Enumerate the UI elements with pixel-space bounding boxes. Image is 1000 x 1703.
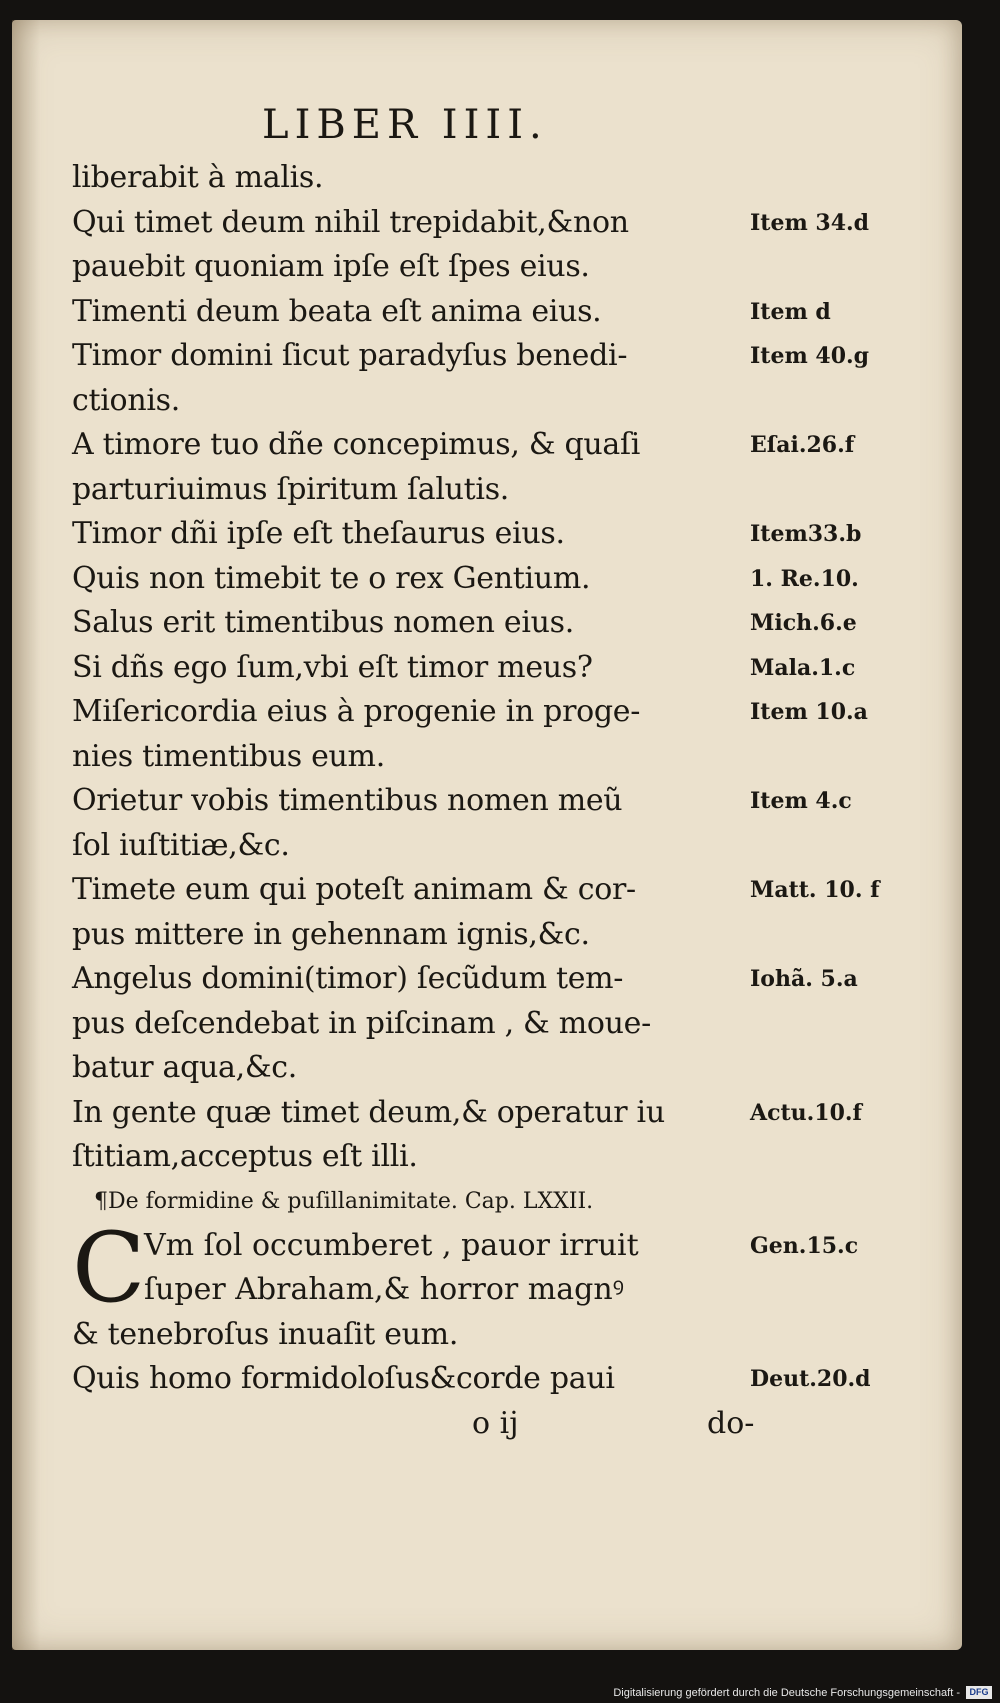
- line-text: & tenebroſus inuaſit eum.: [72, 1316, 459, 1352]
- drop-cap-initial: C: [72, 1211, 146, 1324]
- main-text-block: [72, 156, 952, 1446]
- text-line: [72, 290, 952, 335]
- line-text: batur aqua,&c.: [72, 1050, 298, 1085]
- line-text: Miſericordia eius à progenie in proge-: [72, 694, 641, 729]
- line-text: A timore tuo dñe concepimus, & quaſi: [72, 427, 641, 462]
- margin-reference: Item 40.g: [750, 343, 870, 369]
- line-text: Quis non timebit te o rex Gentium.: [72, 560, 591, 596]
- text-line: [72, 1313, 952, 1358]
- text-line: [72, 557, 952, 602]
- line-text: nies timentibus eum.: [72, 738, 385, 774]
- line-text: pus deſcendebat in piſcinam , & moue-: [72, 1005, 651, 1041]
- text-line: [72, 1135, 952, 1180]
- text-line: [72, 245, 952, 290]
- line-text: Si dñs ego ſum,vbi eſt timor meus?: [72, 649, 593, 685]
- opening-line-1: Vm ſol occumberet , pauor irruit: [144, 1227, 639, 1263]
- margin-reference: Mala.1.c: [750, 654, 856, 681]
- chapter-heading: ¶De formidine & puſillanimitate. Cap. LXXII.: [94, 1188, 594, 1214]
- line-text: ſol iuſtitiæ,&c.: [72, 827, 290, 863]
- line-text: Timete eum qui poteſt animam & cor-: [72, 872, 636, 907]
- margin-reference: Item33.b: [750, 521, 862, 547]
- margin-reference: Item 4.c: [750, 788, 852, 814]
- book-page: [12, 20, 962, 1650]
- text-line: [72, 512, 952, 557]
- text-line: [72, 468, 952, 513]
- margin-reference: Mich.6.e: [750, 610, 857, 636]
- line-text: parturiuimus ſpiritum ſalutis.: [72, 471, 510, 507]
- text-line: [72, 646, 952, 691]
- signature-mark: o ij: [472, 1405, 519, 1441]
- text-line: [72, 201, 952, 246]
- text-line: [72, 868, 952, 913]
- text-line: [72, 690, 952, 735]
- verse-lines: [72, 156, 952, 1180]
- line-text: ſtitiam,acceptus eſt illi.: [72, 1139, 418, 1174]
- line-text: ctionis.: [72, 382, 180, 418]
- margin-reference: Eſai.26.f: [750, 432, 855, 458]
- text-line: [72, 379, 952, 424]
- text-line: [72, 779, 952, 824]
- text-line: [72, 156, 952, 201]
- margin-reference: Iohã. 5.a: [750, 966, 858, 992]
- line-text: In gente quæ timet deum,& operatur iu: [72, 1094, 665, 1130]
- text-line: [72, 913, 952, 958]
- margin-reference: Gen.15.c: [750, 1232, 859, 1259]
- running-title: LIBER IIII.: [262, 102, 548, 148]
- line-text: pus mittere in gehennam ignis,&c.: [72, 916, 590, 952]
- line-text: Timor dñi ipſe eſt theſaurus eius.: [72, 516, 565, 551]
- margin-reference: Item d: [750, 298, 831, 325]
- text-line: [72, 1091, 952, 1136]
- line-text: Timenti deum beata eſt anima eius.: [72, 293, 602, 329]
- text-line: [72, 423, 952, 468]
- line-text: Orietur vobis timentibus nomen meũ: [72, 783, 623, 818]
- line-text: pauebit quoniam ipſe eſt ſpes eius.: [72, 249, 590, 284]
- dfg-logo: DFG: [966, 1686, 992, 1699]
- margin-reference: 1. Re.10.: [750, 565, 859, 592]
- text-line: [72, 1002, 952, 1047]
- margin-reference: Actu.10.f: [750, 1099, 863, 1126]
- opening-line-2: ſuper Abraham,& horror magnꝰ: [144, 1272, 625, 1307]
- text-line: [72, 824, 952, 869]
- margin-reference: Matt. 10. f: [750, 877, 880, 903]
- chapter-opening: [72, 1211, 952, 1324]
- margin-reference: Item 10.a: [750, 699, 868, 725]
- margin-reference: Deut.20.d: [750, 1366, 871, 1392]
- text-line: [72, 957, 952, 1002]
- line-text: Quis homo formidoloſus&corde paui: [72, 1361, 615, 1396]
- line-text: Angelus domini(timor) ſecũdum tem-: [72, 961, 624, 996]
- line-text: Qui timet deum nihil trepidabit,&non: [72, 204, 629, 240]
- text-line: [72, 1357, 952, 1402]
- catchword: do-: [707, 1405, 755, 1441]
- margin-reference: Item 34.d: [750, 209, 870, 236]
- text-line: [72, 601, 952, 646]
- line-text: liberabit à malis.: [72, 160, 324, 195]
- text-line: [72, 334, 952, 379]
- text-line: [72, 735, 952, 780]
- page-foot-line: [72, 1402, 952, 1447]
- line-text: Salus erit timentibus nomen eius.: [72, 605, 574, 640]
- text-line: [72, 1046, 952, 1091]
- digitization-credit: Digitalisierung gefördert durch die Deutsche Forschungsgemeinschaft -: [613, 1687, 960, 1699]
- line-text: Timor domini ſicut paradyſus benedi-: [72, 338, 628, 373]
